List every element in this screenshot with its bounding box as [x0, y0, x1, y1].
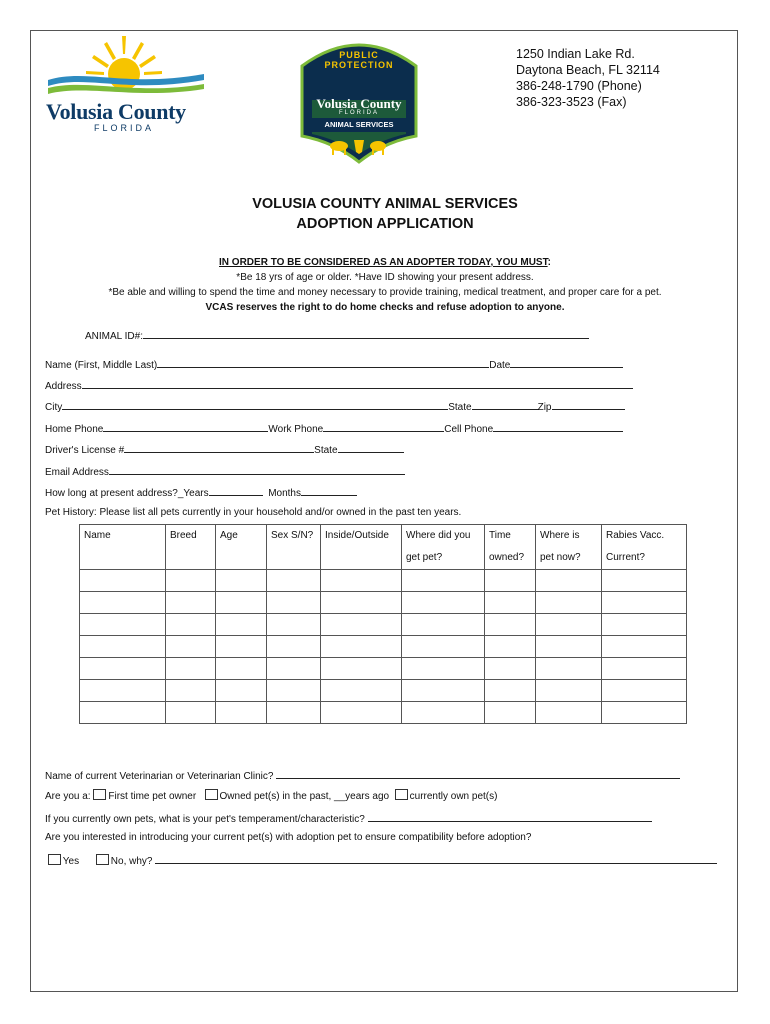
table-cell[interactable]	[166, 702, 216, 724]
email-label: Email Address	[45, 467, 109, 478]
table-cell[interactable]	[166, 680, 216, 702]
table-cell[interactable]	[216, 592, 267, 614]
city-state-zip-row	[45, 399, 625, 414]
animal-id-label: ANIMAL ID#:	[85, 331, 143, 342]
cell-phone-field[interactable]	[493, 421, 623, 432]
introduce-question: Are you interested in introducing your current pet(s) with adoption pet to ensure compatibility before adoption?	[45, 832, 532, 843]
table-row	[80, 592, 687, 614]
col-sex: Sex S/N?	[267, 525, 321, 570]
months-label: Months	[268, 488, 301, 499]
state-label: State	[448, 402, 472, 413]
table-cell[interactable]	[267, 680, 321, 702]
state-field[interactable]	[472, 399, 538, 410]
table-cell[interactable]	[80, 680, 166, 702]
introduce-answer-row	[45, 853, 717, 868]
col-age: Age	[216, 525, 267, 570]
badge-banner: ANIMAL SERVICES	[324, 120, 394, 129]
volusia-county-logo	[46, 34, 206, 133]
are-you-label: Are you a:	[45, 791, 91, 802]
table-cell[interactable]	[267, 702, 321, 724]
col-where-got: Where did you get pet?	[402, 525, 485, 570]
address-label: Address	[45, 381, 82, 392]
no-label: No, why?	[110, 856, 153, 867]
badge-state-name: FLORIDA	[338, 110, 379, 116]
table-cell[interactable]	[485, 570, 536, 592]
table-cell[interactable]	[485, 592, 536, 614]
drivers-license-row	[45, 442, 404, 457]
animal-id-row	[85, 328, 589, 343]
residence-duration-row	[45, 485, 357, 500]
address-row	[45, 378, 633, 393]
pet-history-table	[79, 524, 687, 724]
temperament-label: If you currently own pets, what is your pet's temperament/characteristic?	[45, 814, 365, 825]
logo-state-name: FLORIDA	[94, 123, 155, 133]
table-cell[interactable]	[602, 570, 687, 592]
agency-address	[516, 46, 660, 110]
table-cell[interactable]	[485, 680, 536, 702]
table-row	[80, 570, 687, 592]
form-title-line1: VOLUSIA COUNTY ANIMAL SERVICES	[252, 196, 518, 212]
table-cell[interactable]	[216, 680, 267, 702]
table-cell[interactable]	[402, 614, 485, 636]
yes-label: Yes	[62, 856, 80, 867]
table-cell[interactable]	[402, 702, 485, 724]
table-cell[interactable]	[602, 592, 687, 614]
table-cell[interactable]	[536, 680, 602, 702]
vet-label: Name of current Veterinarian or Veterinarian Clinic?	[45, 771, 274, 782]
table-cell[interactable]	[402, 658, 485, 680]
requirement-line-2: *Be able and willing to spend the time and money necessary to provide training, medical treatment, and proper care for a pet.	[108, 287, 662, 298]
table-row	[80, 680, 687, 702]
table-cell[interactable]	[267, 570, 321, 592]
requirements-heading	[0, 255, 770, 270]
table-cell[interactable]	[216, 614, 267, 636]
table-cell[interactable]	[321, 570, 402, 592]
work-phone-label: Work Phone	[268, 424, 324, 435]
table-cell[interactable]	[602, 702, 687, 724]
address-city: Daytona Beach, FL 32114	[516, 63, 660, 77]
pet-history-label: Pet History: Please list all pets currently in your household and/or owned in the past ten years.	[45, 507, 462, 518]
table-cell[interactable]	[485, 636, 536, 658]
owned-past-checkbox[interactable]	[205, 789, 218, 800]
currently-own-label: currently own pet(s)	[409, 791, 498, 802]
table-cell[interactable]	[321, 680, 402, 702]
table-cell[interactable]	[166, 592, 216, 614]
table-header-row	[80, 525, 687, 570]
zip-field[interactable]	[552, 399, 625, 410]
name-label: Name (First, Middle Last)	[45, 360, 158, 371]
table-cell[interactable]	[267, 658, 321, 680]
work-phone-field[interactable]	[323, 421, 444, 432]
badge-county-name: Volusia County	[316, 96, 402, 111]
table-row	[80, 658, 687, 680]
table-cell[interactable]	[602, 658, 687, 680]
address-fax: 386-323-3523 (Fax)	[516, 95, 627, 109]
table-cell[interactable]	[80, 636, 166, 658]
table-cell[interactable]	[602, 636, 687, 658]
table-cell[interactable]	[80, 592, 166, 614]
zip-label: Zip	[537, 402, 552, 413]
table-cell[interactable]	[166, 636, 216, 658]
city-label: City	[45, 402, 63, 413]
table-cell[interactable]	[321, 592, 402, 614]
form-title-line2: ADOPTION APPLICATION	[296, 216, 474, 232]
phone-row	[45, 421, 623, 436]
temperament-row	[45, 811, 652, 826]
first-time-label: First time pet owner	[108, 791, 197, 802]
table-cell[interactable]	[321, 614, 402, 636]
years-field[interactable]	[209, 485, 263, 496]
table-row	[80, 614, 687, 636]
address-field[interactable]	[82, 378, 633, 389]
address-phone: 386-248-1790 (Phone)	[516, 79, 642, 93]
table-cell[interactable]	[485, 614, 536, 636]
table-cell[interactable]	[402, 570, 485, 592]
address-street: 1250 Indian Lake Rd.	[516, 47, 635, 61]
col-time-owned: Time owned?	[485, 525, 536, 570]
home-phone-label: Home Phone	[45, 424, 104, 435]
animal-id-field[interactable]	[143, 328, 589, 339]
col-where-now: Where is pet now?	[536, 525, 602, 570]
vet-row	[45, 768, 680, 783]
table-cell[interactable]	[80, 570, 166, 592]
drivers-license-label: Driver's License #	[45, 445, 125, 456]
table-cell[interactable]	[536, 614, 602, 636]
dl-state-field[interactable]	[338, 442, 404, 453]
dl-state-label: State	[314, 445, 338, 456]
table-cell[interactable]	[267, 636, 321, 658]
email-row	[45, 464, 405, 479]
table-cell[interactable]	[536, 570, 602, 592]
date-field[interactable]	[510, 357, 623, 368]
name-date-row	[45, 357, 623, 372]
email-field[interactable]	[109, 464, 405, 475]
table-cell[interactable]	[166, 614, 216, 636]
col-breed: Breed	[166, 525, 216, 570]
table-cell[interactable]	[402, 636, 485, 658]
vet-field[interactable]	[276, 768, 680, 779]
table-cell[interactable]	[80, 702, 166, 724]
requirements-heading-colon: :	[547, 257, 551, 268]
temperament-field[interactable]	[368, 811, 652, 822]
table-cell[interactable]	[402, 680, 485, 702]
table-cell[interactable]	[80, 614, 166, 636]
col-name: Name	[80, 525, 166, 570]
city-field[interactable]	[62, 399, 448, 410]
table-cell[interactable]	[216, 702, 267, 724]
requirement-line-3: VCAS reserves the right to do home checks and refuse adoption to anyone.	[205, 302, 565, 313]
table-cell[interactable]	[216, 636, 267, 658]
table-cell[interactable]	[267, 592, 321, 614]
table-cell[interactable]	[321, 658, 402, 680]
animal-services-badge	[294, 36, 424, 164]
first-time-checkbox[interactable]	[93, 789, 106, 800]
col-rabies: Rabies Vacc. Current?	[602, 525, 687, 570]
yes-checkbox[interactable]	[48, 854, 61, 865]
no-why-field[interactable]	[155, 853, 717, 864]
table-cell[interactable]	[536, 636, 602, 658]
table-cell[interactable]	[216, 570, 267, 592]
no-checkbox[interactable]	[96, 854, 109, 865]
table-cell[interactable]	[321, 702, 402, 724]
table-cell[interactable]	[216, 658, 267, 680]
table-cell[interactable]	[536, 592, 602, 614]
requirements-heading-text: IN ORDER TO BE CONSIDERED AS AN ADOPTER TODAY, YOU MUST	[219, 257, 548, 268]
requirement-line-1: *Be 18 yrs of age or older. *Have ID showing your present address.	[236, 272, 534, 283]
table-cell[interactable]	[602, 614, 687, 636]
cell-phone-label: Cell Phone	[444, 424, 494, 435]
table-cell[interactable]	[321, 636, 402, 658]
pet-rows	[80, 570, 687, 724]
table-cell[interactable]	[267, 614, 321, 636]
table-cell[interactable]	[166, 658, 216, 680]
badge-arc-text: PUBLIC PROTECTION	[324, 50, 394, 70]
table-cell[interactable]	[485, 702, 536, 724]
col-inside-outside: Inside/Outside	[321, 525, 402, 570]
table-cell[interactable]	[80, 658, 166, 680]
owned-past-label: Owned pet(s) in the past, __years ago	[219, 791, 390, 802]
table-row	[80, 636, 687, 658]
table-cell[interactable]	[602, 680, 687, 702]
months-field[interactable]	[301, 485, 357, 496]
sun-wave-icon	[46, 34, 206, 98]
years-label: How long at present address?_Years	[45, 488, 209, 499]
currently-own-checkbox[interactable]	[395, 789, 408, 800]
name-field[interactable]	[157, 357, 489, 368]
table-cell[interactable]	[485, 658, 536, 680]
table-cell[interactable]	[402, 592, 485, 614]
home-phone-field[interactable]	[103, 421, 268, 432]
table-cell[interactable]	[536, 702, 602, 724]
date-label: Date	[489, 360, 511, 371]
logo-county-name: Volusia County	[46, 99, 186, 124]
owner-status-row	[45, 789, 497, 803]
table-cell[interactable]	[166, 570, 216, 592]
table-cell[interactable]	[536, 658, 602, 680]
drivers-license-field[interactable]	[124, 442, 314, 453]
table-row	[80, 702, 687, 724]
